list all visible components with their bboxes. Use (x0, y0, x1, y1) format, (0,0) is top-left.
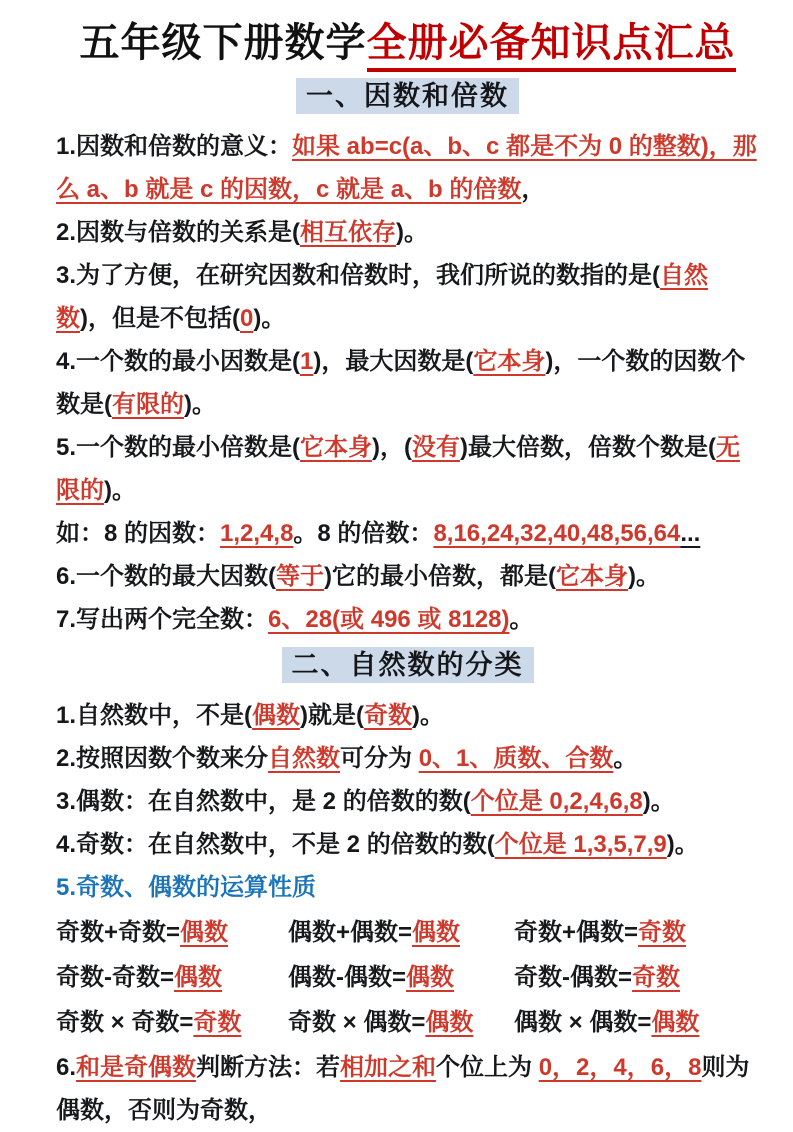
text-segment: 个位是 0,2,4,6,8 (470, 788, 643, 815)
grid-cell (56, 910, 288, 955)
paragraph (56, 512, 759, 555)
grid-cell (56, 1000, 288, 1045)
text-segment: )，但是不包括( (80, 305, 240, 332)
text-segment: 。 (509, 606, 534, 633)
grid-cell (288, 955, 514, 1000)
operation-expression: 奇数+奇数= (56, 919, 181, 946)
operation-expression: 偶数-偶数= (288, 964, 407, 991)
operation-result: 偶数 (174, 964, 223, 991)
text-segment: ... (680, 520, 701, 547)
text-segment: 它本身 (473, 348, 546, 375)
text-segment: )，最大因数是( (313, 348, 474, 375)
text-segment: )，一个数的因数个数是( (56, 348, 746, 418)
paragraph (56, 737, 759, 780)
text-segment: 1,2,4,8 (220, 520, 294, 547)
text-segment: )。 (642, 788, 675, 815)
text-segment: 相加之和 (340, 1054, 437, 1081)
text-segment: 偶数 (252, 702, 301, 729)
operation-expression: 奇数 × 偶数= (288, 1009, 426, 1036)
text-segment: 0、1、质数、合数 (418, 745, 614, 772)
paragraph (56, 125, 759, 211)
text-segment: )。 (184, 391, 216, 418)
text-segment: 2.因数与倍数的关系是( (56, 219, 301, 246)
text-segment: )，( (372, 434, 412, 461)
page-title (56, 16, 759, 72)
operations-grid (56, 910, 759, 1045)
text-segment: 3.为了方便，在研究因数和倍数时，我们所说的数指的是( (56, 262, 661, 289)
text-segment: 自然数 (268, 745, 341, 772)
text-segment: 7.写出两个完全数： (56, 606, 269, 633)
text-segment: 6、28(或 496 或 8128) (268, 606, 510, 633)
paragraph (56, 694, 759, 737)
text-segment: )最大倍数，倍数个数是( (460, 434, 716, 461)
text-segment: )。 (253, 305, 286, 332)
operation-result: 奇数 (632, 964, 681, 991)
text-segment: 1 (300, 348, 314, 375)
text-segment: 4.一个数的最小因数是( (56, 348, 301, 375)
section-heading-row (56, 647, 759, 690)
text-segment: 判断方法：若 (196, 1054, 341, 1081)
text-segment: 1.自然数中，不是( (56, 702, 253, 729)
paragraph (56, 555, 759, 598)
text-segment: 个位是 1,3,5,7,9 (494, 831, 667, 858)
paragraph (56, 823, 759, 866)
text-segment: 3.偶数：在自然数中，是 2 的倍数的数( (56, 788, 471, 815)
text-segment: 5.奇数、偶数的运算性质 (56, 874, 317, 901)
operation-expression: 偶数+偶数= (288, 919, 413, 946)
text-segment: 4.奇数：在自然数中，不是 2 的倍数的数( (56, 831, 495, 858)
operation-expression: 奇数-偶数= (514, 964, 633, 991)
section-heading: 一、因数和倍数 (296, 78, 519, 114)
text-segment: 和是奇偶数 (76, 1054, 197, 1081)
operation-expression: 奇数 × 奇数= (56, 1009, 194, 1036)
operation-expression: 奇数-奇数= (56, 964, 175, 991)
text-segment: 8,16,24,32,40,48,56,64 (433, 520, 681, 547)
page-title-black-part: 五年级下册数学 (79, 21, 367, 65)
operation-result: 偶数 (651, 1009, 700, 1036)
grid-cell (514, 1000, 759, 1045)
operation-result: 偶数 (425, 1009, 474, 1036)
text-segment: 如果 ab=c(a、b、c 都是不为 0 的整数)，那么 a、b 就是 c 的因数，c 就是 a、b 的倍数 (56, 133, 757, 203)
paragraph (56, 1046, 759, 1132)
operation-expression: 奇数+偶数= (514, 919, 639, 946)
text-segment: )就是( (300, 702, 364, 729)
paragraph (56, 426, 759, 512)
text-segment: 个位上为 (436, 1054, 539, 1081)
paragraph (56, 780, 759, 823)
operation-result: 奇数 (638, 919, 687, 946)
text-segment: 如：8 的因数： (56, 520, 221, 547)
text-segment: 5.一个数的最小倍数是( (56, 434, 301, 461)
text-segment: 2.按照因数个数来分 (56, 745, 269, 772)
text-segment: )。 (666, 831, 699, 858)
text-segment: )它的最小倍数，都是( (324, 563, 556, 590)
text-segment: 无限的 (56, 434, 740, 504)
text-segment: )。 (628, 563, 660, 590)
grid-cell (56, 955, 288, 1000)
document-content (56, 78, 759, 1132)
text-segment: 0 (239, 305, 254, 332)
operation-result: 奇数 (193, 1009, 242, 1036)
text-segment: 。 (613, 745, 638, 772)
paragraph (56, 340, 759, 426)
text-segment: 它本身 (556, 563, 628, 590)
text-segment: 1.因数和倍数的意义： (56, 133, 293, 160)
grid-cell (288, 910, 514, 955)
operation-result: 偶数 (180, 919, 229, 946)
paragraph (56, 598, 759, 641)
text-segment: 有限的 (112, 391, 184, 418)
text-segment: )。 (396, 219, 429, 246)
text-segment: 6.一个数的最大因数( (56, 563, 277, 590)
text-segment: 奇数 (364, 702, 412, 729)
grid-cell (288, 1000, 514, 1045)
text-segment: )。 (412, 702, 444, 729)
text-segment: 可分为 (340, 745, 419, 772)
text-segment: )。 (104, 477, 136, 504)
section-heading-row (56, 78, 759, 121)
text-segment: 没有 (412, 434, 460, 461)
text-segment: 等于 (276, 563, 325, 590)
text-segment: 相互依存 (300, 219, 397, 246)
text-segment: 6. (56, 1054, 77, 1081)
text-segment: 它本身 (300, 434, 373, 461)
paragraph (56, 254, 759, 340)
page-title-red-part: 全册必备知识点汇总 (367, 20, 736, 72)
text-segment: 0，2，4，6，8 (538, 1054, 702, 1081)
grid-cell (514, 910, 759, 955)
operation-result: 偶数 (406, 964, 455, 991)
operation-expression: 偶数 × 偶数= (514, 1009, 652, 1036)
text-segment: 自然数 (56, 262, 709, 332)
text-segment: ， (521, 176, 546, 203)
paragraph (56, 211, 759, 254)
operation-result: 偶数 (412, 919, 461, 946)
section-heading: 二、自然数的分类 (282, 647, 534, 683)
paragraph (56, 866, 759, 909)
text-segment: 。8 的倍数： (293, 520, 434, 547)
grid-cell (514, 955, 759, 1000)
text-segment: 则为偶数，否则为奇数， (56, 1054, 750, 1124)
